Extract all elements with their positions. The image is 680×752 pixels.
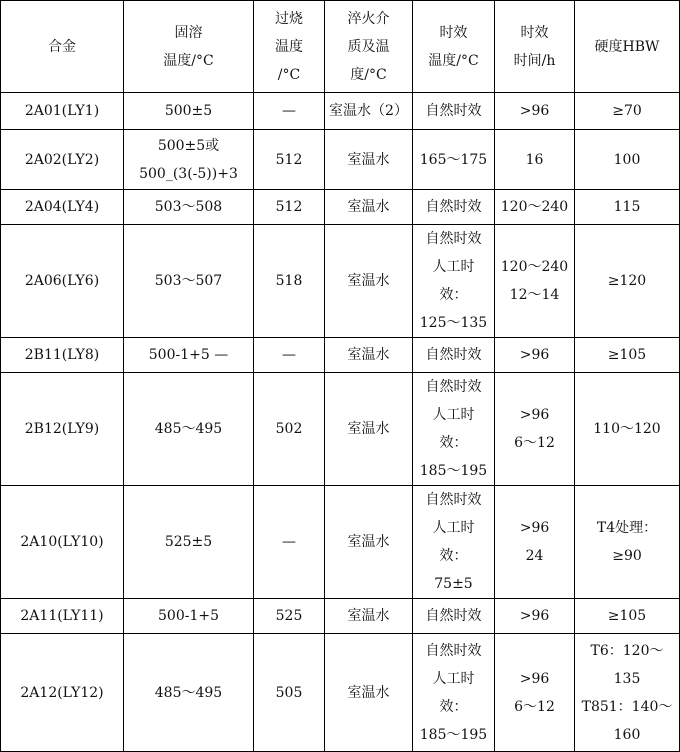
cell-line: >96	[519, 670, 550, 687]
cell-line: 2A02(LY2)	[24, 151, 100, 168]
cell-line: 125～135	[419, 315, 488, 331]
table-cell	[124, 190, 254, 225]
table-cell	[495, 338, 575, 373]
cell-line: 2A12(LY12)	[20, 684, 104, 701]
cell-line: 室温水	[347, 608, 390, 624]
cell-line: 温度/°C	[163, 52, 214, 69]
cell-line: 12～14	[509, 287, 560, 303]
cell-line: 16	[525, 151, 544, 168]
table-cell	[495, 225, 575, 338]
table-cell	[495, 486, 575, 599]
cell-line: 自然时效	[425, 103, 482, 119]
table-cell	[575, 225, 680, 338]
table-cell	[254, 373, 325, 486]
header-cell	[124, 1, 254, 93]
cell-line: 时效	[520, 24, 549, 41]
cell-line: 温度/°C	[428, 52, 479, 69]
table-row	[1, 338, 680, 373]
table-cell	[1, 486, 124, 599]
table-cell	[495, 190, 575, 225]
cell-line: 6～12	[514, 698, 555, 715]
cell-line: 115	[613, 199, 641, 215]
cell-line: T851：140～	[581, 698, 673, 715]
table-cell	[1, 634, 124, 752]
table-cell	[575, 373, 680, 486]
table-cell	[325, 130, 413, 190]
cell-line: 2B12(LY9)	[24, 421, 100, 437]
table-cell	[124, 93, 254, 130]
cell-line: 185～195	[419, 463, 488, 479]
header-cell	[325, 1, 413, 93]
cell-line: 505	[275, 684, 303, 701]
cell-line: 人工时	[432, 520, 475, 536]
cell-line: ≥90	[612, 548, 642, 564]
table-cell	[413, 338, 495, 373]
table-cell	[325, 634, 413, 752]
table-cell	[413, 373, 495, 486]
table-cell	[495, 599, 575, 634]
cell-line: ≥105	[607, 608, 647, 624]
cell-line: 2B11(LY8)	[24, 347, 100, 363]
table-cell	[254, 225, 325, 338]
table-cell	[413, 634, 495, 752]
cell-line: 室温水	[347, 534, 390, 550]
cell-line: 75±5	[434, 576, 473, 592]
table-cell	[575, 93, 680, 130]
table-cell	[124, 338, 254, 373]
cell-line: 自然时效	[425, 379, 482, 395]
cell-line: 500-1+5 —	[148, 347, 229, 363]
cell-line: T4处理：	[596, 520, 658, 536]
table-cell	[124, 373, 254, 486]
cell-line: 自然时效	[425, 347, 482, 363]
table-cell	[1, 225, 124, 338]
cell-line: 120～240	[500, 199, 569, 215]
table-cell	[124, 225, 254, 338]
cell-line: 525	[275, 608, 303, 624]
cell-line: 自然时效	[425, 642, 482, 659]
cell-line: 135	[613, 670, 641, 687]
table-cell	[325, 338, 413, 373]
cell-line: 120～240	[500, 259, 569, 275]
table-cell	[124, 599, 254, 634]
table-cell	[413, 225, 495, 338]
cell-line: 室温水	[347, 199, 390, 215]
table-cell	[325, 599, 413, 634]
cell-line: 室温水	[347, 421, 390, 437]
cell-line: 24	[525, 548, 544, 564]
cell-line: 合金	[48, 38, 76, 55]
cell-line: 185～195	[419, 726, 488, 743]
cell-line: —	[282, 103, 296, 119]
cell-line: 2A04(LY4)	[24, 199, 100, 215]
table-cell	[495, 130, 575, 190]
cell-line: ≥120	[607, 273, 647, 289]
table-row	[1, 373, 680, 486]
cell-line: 6～12	[514, 435, 555, 451]
table-cell	[325, 373, 413, 486]
table-cell	[575, 338, 680, 373]
table-cell	[575, 634, 680, 752]
cell-line: 淬火介	[347, 10, 390, 27]
cell-line: 自然时效	[425, 231, 482, 247]
cell-line: 效：	[439, 548, 468, 564]
cell-line: >96	[519, 520, 550, 536]
cell-line: 160	[613, 726, 641, 743]
table-cell	[254, 634, 325, 752]
table-cell	[495, 373, 575, 486]
cell-line: 110～120	[593, 421, 661, 437]
cell-line: 2A11(LY11)	[20, 608, 104, 624]
table-cell	[413, 599, 495, 634]
cell-line: 503～508	[154, 199, 223, 215]
cell-line: 2A01(LY1)	[24, 103, 100, 119]
header-cell	[254, 1, 325, 93]
cell-line: 512	[275, 151, 303, 168]
cell-line: 过烧	[275, 10, 303, 27]
cell-line: 时效	[439, 24, 468, 41]
cell-line: 固溶	[174, 24, 203, 41]
cell-line: 室温水（2）	[329, 103, 408, 119]
table-cell	[1, 93, 124, 130]
cell-line: 503～507	[154, 273, 223, 289]
table-row	[1, 130, 680, 190]
table-cell	[325, 93, 413, 130]
table-cell	[325, 190, 413, 225]
cell-line: 度/°C	[350, 66, 387, 83]
table-cell	[495, 634, 575, 752]
table-row	[1, 486, 680, 599]
table-cell	[575, 130, 680, 190]
header-cell	[413, 1, 495, 93]
cell-line: >96	[519, 347, 550, 363]
cell-line: 自然时效	[425, 492, 482, 508]
table-cell	[254, 486, 325, 599]
table-cell	[575, 190, 680, 225]
table-cell	[1, 373, 124, 486]
table-cell	[254, 93, 325, 130]
table-cell	[413, 93, 495, 130]
table-cell	[495, 93, 575, 130]
cell-line: 485～495	[154, 421, 223, 437]
cell-line: 人工时	[432, 670, 475, 687]
cell-line: 518	[275, 273, 303, 289]
cell-line: 人工时	[432, 259, 475, 275]
cell-line: 硬度HBW	[594, 38, 660, 55]
cell-line: 2A10(LY10)	[20, 534, 104, 550]
cell-line: >96	[519, 608, 550, 624]
table-cell	[413, 130, 495, 190]
table-cell	[254, 599, 325, 634]
table-cell	[413, 486, 495, 599]
cell-line: 502	[275, 421, 303, 437]
cell-line: 500±5或	[157, 137, 220, 154]
table-cell	[124, 486, 254, 599]
table-cell	[575, 486, 680, 599]
table-cell	[325, 225, 413, 338]
table-row	[1, 93, 680, 130]
cell-line: >96	[519, 407, 550, 423]
cell-line: ≥105	[607, 347, 647, 363]
cell-line: 室温水	[347, 347, 390, 363]
cell-line: 512	[275, 199, 303, 215]
table-row	[1, 190, 680, 225]
cell-line: >96	[519, 103, 550, 119]
table-row	[1, 634, 680, 752]
cell-line: 自然时效	[425, 608, 482, 624]
cell-line: 485～495	[154, 684, 223, 701]
header-cell	[1, 1, 124, 93]
table-cell	[413, 190, 495, 225]
cell-line: 效：	[439, 287, 468, 303]
cell-line: 效：	[439, 698, 468, 715]
table-row	[1, 599, 680, 634]
cell-line: T6：120～	[590, 642, 664, 659]
cell-line: —	[282, 534, 296, 550]
cell-line: ≥70	[612, 103, 642, 119]
table-body	[1, 93, 680, 752]
header-cell	[495, 1, 575, 93]
cell-line: 100	[613, 151, 641, 168]
table-row	[1, 225, 680, 338]
table-cell	[325, 486, 413, 599]
cell-line: 温度	[275, 38, 303, 55]
table-cell	[124, 130, 254, 190]
cell-line: 人工时	[432, 407, 475, 423]
cell-line: 时间/h	[513, 52, 556, 69]
table-cell	[1, 338, 124, 373]
cell-line: 室温水	[347, 684, 390, 701]
table-cell	[575, 599, 680, 634]
table-cell	[254, 338, 325, 373]
header-row	[1, 1, 680, 93]
table-cell	[254, 130, 325, 190]
cell-line: /°C	[277, 66, 301, 83]
cell-line: —	[282, 347, 296, 363]
cell-line: 效：	[439, 435, 468, 451]
cell-line: 500-1+5	[158, 608, 219, 624]
cell-line: 525±5	[164, 534, 213, 550]
table-cell	[124, 634, 254, 752]
cell-line: 500±5	[164, 103, 213, 119]
table-cell	[1, 599, 124, 634]
table-cell	[1, 190, 124, 225]
table-cell	[254, 190, 325, 225]
cell-line: 2A06(LY6)	[24, 273, 100, 289]
cell-line: 室温水	[347, 151, 390, 168]
cell-line: 自然时效	[425, 199, 482, 215]
table-cell	[1, 130, 124, 190]
cell-line: 500_(3(-5))+3	[139, 165, 238, 182]
cell-line: 室温水	[347, 273, 390, 289]
header-cell	[575, 1, 680, 93]
cell-line: 质及温	[347, 38, 390, 55]
cell-line: 165～175	[419, 151, 488, 168]
